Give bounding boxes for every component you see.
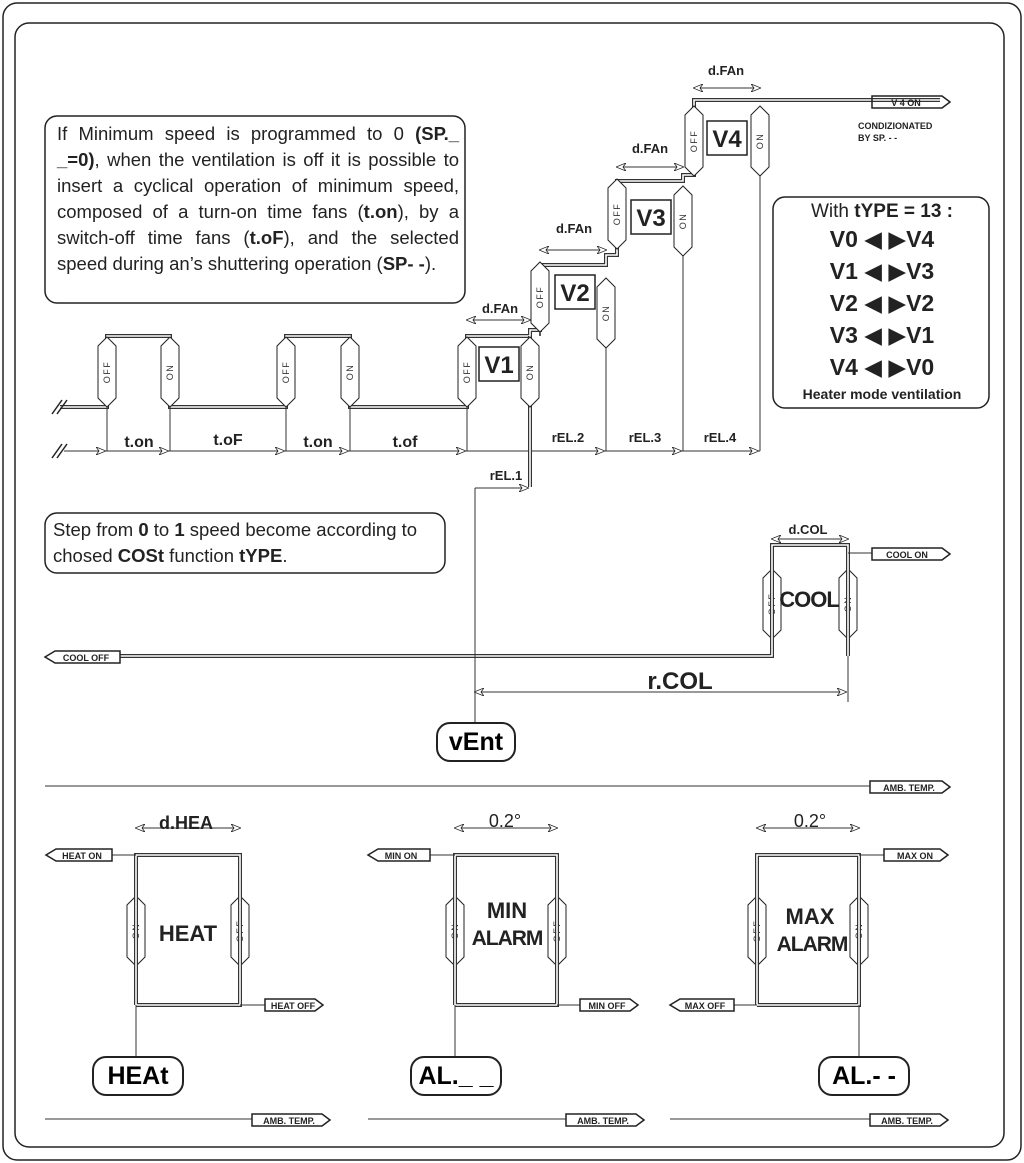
dhea-label: d.HEA bbox=[159, 813, 213, 833]
note-top-text: If Minimum speed is programmed to 0 (SP._ _=0), when the ventilation is off it is possible to insert a cyclical operation of minimum speed, composed of a turn-on time fans (t.on), by a switch-off time fans (t.oF), and the selected speed during an’s shuttering operation (SP- -). bbox=[57, 123, 460, 274]
amb-temp-label-max: AMB. TEMP. bbox=[881, 1116, 933, 1126]
switch-label-off-18: OFF bbox=[752, 919, 762, 943]
switch-label-off-15: OFF bbox=[235, 919, 245, 943]
type-table bbox=[776, 200, 988, 402]
switch-label-on-1: ON bbox=[165, 363, 175, 381]
switch-label-on-7: ON bbox=[601, 304, 611, 322]
dfan-label-3: d.FAn bbox=[631, 141, 669, 156]
speed-v3: V3 bbox=[636, 205, 666, 232]
type-row-2: V2 ◀ ▶V2 bbox=[829, 290, 935, 316]
type-row-3: V3 ◀ ▶V1 bbox=[829, 322, 935, 348]
switch-label-off-4: OFF bbox=[462, 360, 472, 384]
cool-label: COOL bbox=[779, 587, 839, 612]
min-off-label: MIN OFF bbox=[588, 1001, 626, 1011]
rcol-label: r.COL bbox=[647, 668, 713, 695]
conditioned-label: CONDIZIONATED bbox=[858, 121, 933, 131]
relay-4: rEL.4 bbox=[703, 430, 737, 445]
label-t-off-2: t.of bbox=[392, 434, 418, 451]
min-label-1: MIN bbox=[486, 898, 528, 923]
switch-label-off-17: OFF bbox=[552, 919, 562, 943]
dfan-label-4: d.FAn bbox=[707, 63, 745, 78]
switch-label-on-11: ON bbox=[755, 132, 765, 150]
amb-temp-axes-bottom bbox=[45, 1114, 948, 1126]
min-delta-label: 0.2° bbox=[488, 811, 522, 831]
by-sp-label: BY SP. - - bbox=[858, 133, 898, 143]
speed-v4: V4 bbox=[712, 126, 742, 153]
param-min-alarm: AL._ _ bbox=[410, 1056, 502, 1096]
switch-label-on-19: ON bbox=[854, 922, 864, 940]
dfan-label-2: d.FAn bbox=[555, 221, 593, 236]
heat-on-label: HEAT ON bbox=[62, 851, 102, 861]
max-label-1: MAX bbox=[785, 904, 835, 929]
label-t-on-1: t.on bbox=[124, 434, 154, 451]
v4-on-label: V 4 ON bbox=[891, 98, 921, 108]
amb-temp-label-main: AMB. TEMP. bbox=[883, 783, 935, 793]
max-off-label: MAX OFF bbox=[684, 1001, 726, 1011]
switch-label-off-10: OFF bbox=[689, 129, 699, 153]
cool-off-label: COOL OFF bbox=[62, 653, 110, 663]
switch-label-off-0: OFF bbox=[102, 360, 112, 384]
switch-label-on-16: ON bbox=[450, 922, 460, 940]
max-on-label: MAX ON bbox=[897, 851, 933, 861]
heat-label: HEAT bbox=[158, 921, 218, 946]
switch-label-off-8: OFF bbox=[612, 202, 622, 226]
label-t-off-1: t.oF bbox=[213, 432, 243, 449]
relay-1: rEL.1 bbox=[489, 468, 523, 483]
relay-2: rEL.2 bbox=[551, 430, 585, 445]
dcol-label: d.COL bbox=[788, 522, 828, 537]
param-heat: HEAt bbox=[92, 1056, 184, 1096]
switch-label-on-14: ON bbox=[131, 922, 141, 940]
cool-on-label: COOL ON bbox=[886, 550, 928, 560]
amb-temp-label-heat: AMB. TEMP. bbox=[263, 1116, 315, 1126]
type-row-4: V4 ◀ ▶V0 bbox=[829, 354, 935, 380]
switch-label-on-3: ON bbox=[345, 363, 355, 381]
relay-3: rEL.3 bbox=[628, 430, 662, 445]
type-table-footer: Heater mode ventilation bbox=[802, 386, 962, 402]
speed-v1: V1 bbox=[484, 352, 514, 379]
amb-temp-label-min: AMB. TEMP. bbox=[577, 1116, 629, 1126]
switch-label-on-5: ON bbox=[525, 363, 535, 381]
label-t-on-2: t.on bbox=[303, 434, 333, 451]
min-on-label: MIN ON bbox=[384, 851, 418, 861]
max-delta-label: 0.2° bbox=[793, 811, 827, 831]
max-label-2: ALARM bbox=[776, 933, 848, 956]
type-table-title: With tYPE = 13 : bbox=[810, 201, 954, 222]
type-row-0: V0 ◀ ▶V4 bbox=[829, 226, 935, 252]
switch-label-on-9: ON bbox=[678, 212, 688, 230]
param-max-alarm: AL.- - bbox=[818, 1056, 910, 1096]
min-label-2: ALARM bbox=[471, 927, 543, 950]
switch-label-off-6: OFF bbox=[535, 285, 545, 309]
switch-label-off-12: OFF bbox=[767, 592, 777, 616]
heat-off-label: HEAT OFF bbox=[270, 1001, 316, 1011]
param-vent: vEnt bbox=[436, 722, 516, 762]
speed-v2: V2 bbox=[560, 280, 590, 307]
type-row-1: V1 ◀ ▶V3 bbox=[829, 258, 935, 284]
dfan-label-1: d.FAn bbox=[481, 301, 519, 316]
timer-arrows bbox=[70, 451, 758, 488]
switch-label-off-2: OFF bbox=[281, 360, 291, 384]
switch-label-on-13: ON bbox=[843, 595, 853, 613]
note-step-text: Step from 0 to 1 speed become according to chosed COSt function tYPE. bbox=[53, 519, 418, 566]
